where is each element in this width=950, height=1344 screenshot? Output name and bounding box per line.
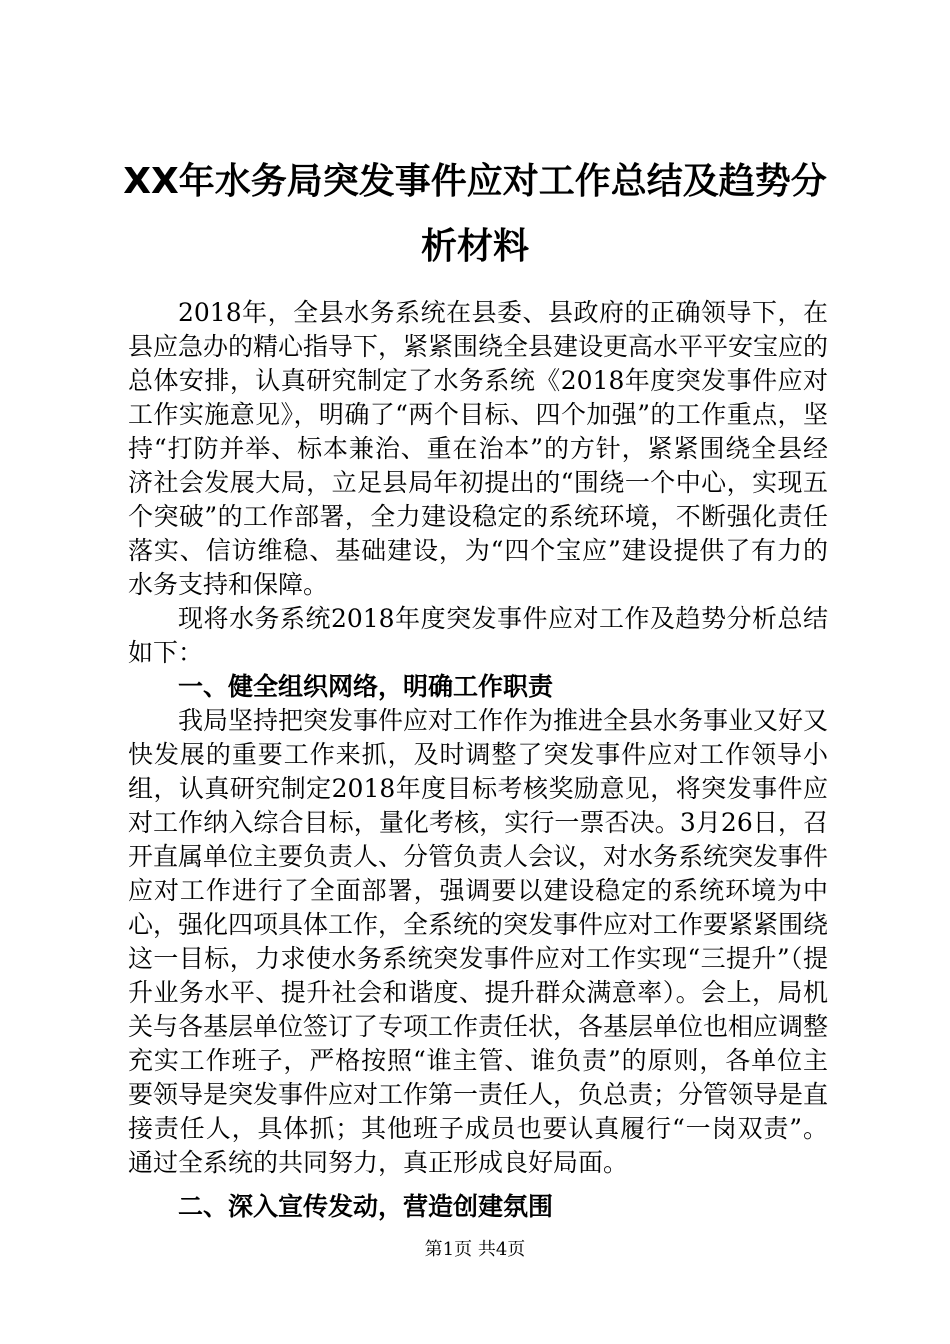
- section-1-paragraph: 我局坚持把突发事件应对工作作为推进全县水务事业又好又快发展的重要工作来抓，及时调整了突发事件应对工作领导小组，认真研究制定2018年度目标考核奖励意见，将突发事件应对工作纳入综合目标，量化考核，实行一票否决。3月26日，召开直属单位主要负责人、分管负责人会议，对水务系统突发事件应对工作进行了全面部署，强调要以建设稳定的系统环境为中心，强化四项具体工作，全系统的突发事件应对工作要紧紧围绕这一目标，力求使水务系统突发事件应对工作实现“三提升”（提升业务水平、提升社会和谐度、提升群众满意率）。会上，局机关与各基层单位签订了专项工作责任状，各基层单位也相应调整充实工作班子，严格按照“谁主管、谁负责”的原则，各单位主要领导是突发事件应对工作第一责任人，负总责；分管领导是直接责任人，具体抓；其他班子成员也要认真履行“一岗双责”。通过全系统的共同努力，真正形成良好局面。: [128, 706, 829, 1177]
- section-1-heading: 一、健全组织网络，明确工作职责: [178, 672, 554, 701]
- page-number-label: 第1页 共4页: [424, 1239, 526, 1260]
- document-title-line-1: XX年水务局突发事件应对工作总结及趋势分: [123, 161, 827, 202]
- summary-lead-paragraph: 现将水务系统2018年度突发事件应对工作及趋势分析总结如下：: [128, 604, 828, 667]
- document-body: [128, 296, 828, 1224]
- section-2-heading: 二、深入宣传发动，营造创建氛围: [178, 1192, 554, 1221]
- document-title-line-2: 析材料: [420, 226, 529, 267]
- intro-paragraph: 2018年，全县水务系统在县委、县政府的正确领导下，在县应急办的精心指导下，紧紧围绕全县建设更高水平平安宝应的总体安排，认真研究制定了水务系统《2018年度突发事件应对工作实施意见》，明确了“两个目标、四个加强”的工作重点，坚持“打防并举、标本兼治、重在治本”的方针，紧紧围绕全县经济社会发展大局，立足县局年初提出的“围绕一个中心，实现五个突破”的工作部署，全力建设稳定的系统环境，不断强化责任落实、信访维稳、基础建设，为“四个宝应”建设提供了有力的水务支持和保障。: [128, 298, 829, 599]
- page-footer: [0, 1238, 950, 1262]
